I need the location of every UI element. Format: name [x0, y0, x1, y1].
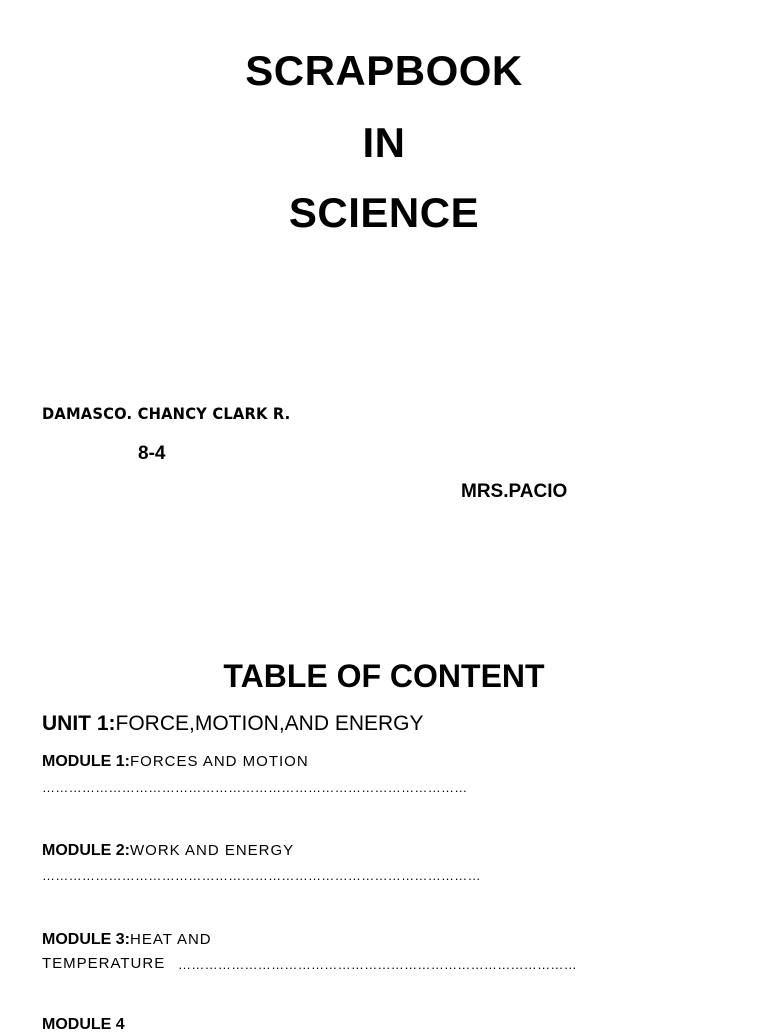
module-1-title: FORCES AND MOTION: [130, 753, 309, 770]
toc-entry-module-1: [42, 753, 309, 771]
unit-heading: [42, 712, 424, 736]
module-3-title-continued: TEMPERATURE: [42, 955, 166, 972]
toc-heading: TABLE OF CONTENT: [223, 658, 545, 694]
unit-title: FORCE,MOTION,AND ENERGY: [115, 712, 424, 735]
module-1-label: MODULE 1:: [42, 753, 130, 770]
module-2-title: WORK AND ENERGY: [130, 842, 295, 859]
toc-entry-module-3: [42, 931, 212, 949]
module-2-leader: ………………………………………………………………………………………: [42, 868, 481, 883]
unit-label: UNIT 1:: [42, 712, 116, 735]
toc-entry-module-2: [42, 842, 294, 860]
module-3-title: HEAT AND: [130, 931, 212, 948]
module-1-leader: ……………………………………………………………………………………: [42, 780, 468, 795]
title-line-1: SCRAPBOOK: [245, 47, 523, 94]
module-3-leader: ………………………………………………………………………………: [178, 957, 577, 972]
toc-entry-module-4-partial: MODULE 4: [42, 1016, 125, 1033]
title-line-3: SCIENCE: [288, 189, 480, 236]
teacher-name: MRS.PACIO: [461, 481, 568, 502]
module-3-label: MODULE 3:: [42, 931, 130, 948]
student-section: 8-4: [138, 443, 166, 464]
student-name: DAMASCO. CHANCY CLARK R.: [42, 404, 291, 423]
title-line-2: IN: [362, 119, 406, 166]
module-2-label: MODULE 2:: [42, 842, 130, 859]
